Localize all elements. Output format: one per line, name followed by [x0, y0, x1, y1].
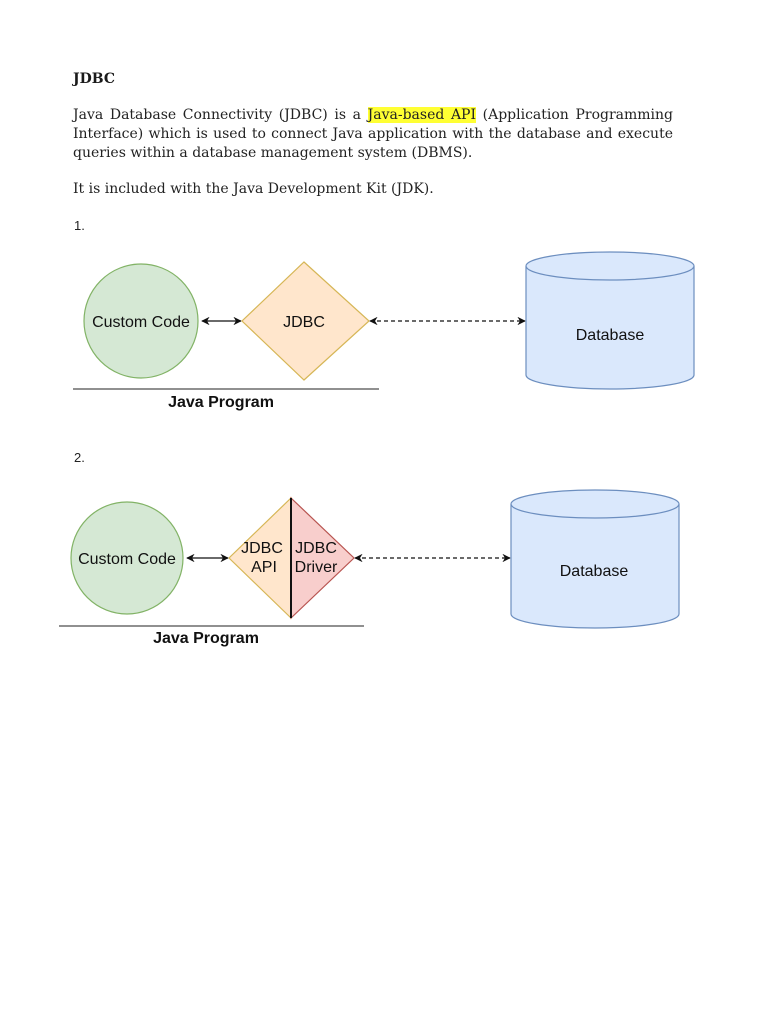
database-cylinder — [526, 252, 694, 389]
diagram-2-number: 2. — [74, 450, 85, 465]
jdbc-diagram-1 — [0, 250, 768, 420]
jdbc-api-label-line2: API — [251, 559, 277, 576]
diagram-1-number: 1. — [74, 218, 85, 233]
java-program-label: Java Program — [168, 394, 274, 411]
jdk-paragraph: It is included with the Java Development Kit (JDK). — [73, 181, 434, 197]
intro-paragraph — [73, 106, 673, 163]
java-program-label: Java Program — [153, 630, 259, 647]
jdbc-diagram-2 — [0, 490, 768, 660]
jdbc-api-label-line1: JDBC — [241, 540, 283, 557]
database-cylinder — [511, 490, 679, 628]
custom-code-label: Custom Code — [78, 551, 176, 568]
jdbc-driver-label-line2: Driver — [294, 559, 338, 576]
custom-code-label: Custom Code — [92, 314, 190, 331]
highlighted-text: Java-based API — [367, 107, 477, 123]
document-title: JDBC — [73, 71, 115, 87]
database-label: Database — [575, 327, 645, 344]
intro-text-after: (Application Programming Interface) which is used to connect Java application with the database and execute queries within a database management system (DBMS). — [73, 107, 673, 161]
database-label: Database — [559, 563, 629, 580]
intro-text-before: Java Database Connectivity (JDBC) is a — [73, 107, 368, 123]
jdbc-api-half — [229, 498, 291, 618]
jdbc-driver-label-line1: JDBC — [295, 540, 337, 557]
jdbc-label: JDBC — [283, 314, 325, 331]
jdbc-driver-half — [291, 498, 354, 618]
